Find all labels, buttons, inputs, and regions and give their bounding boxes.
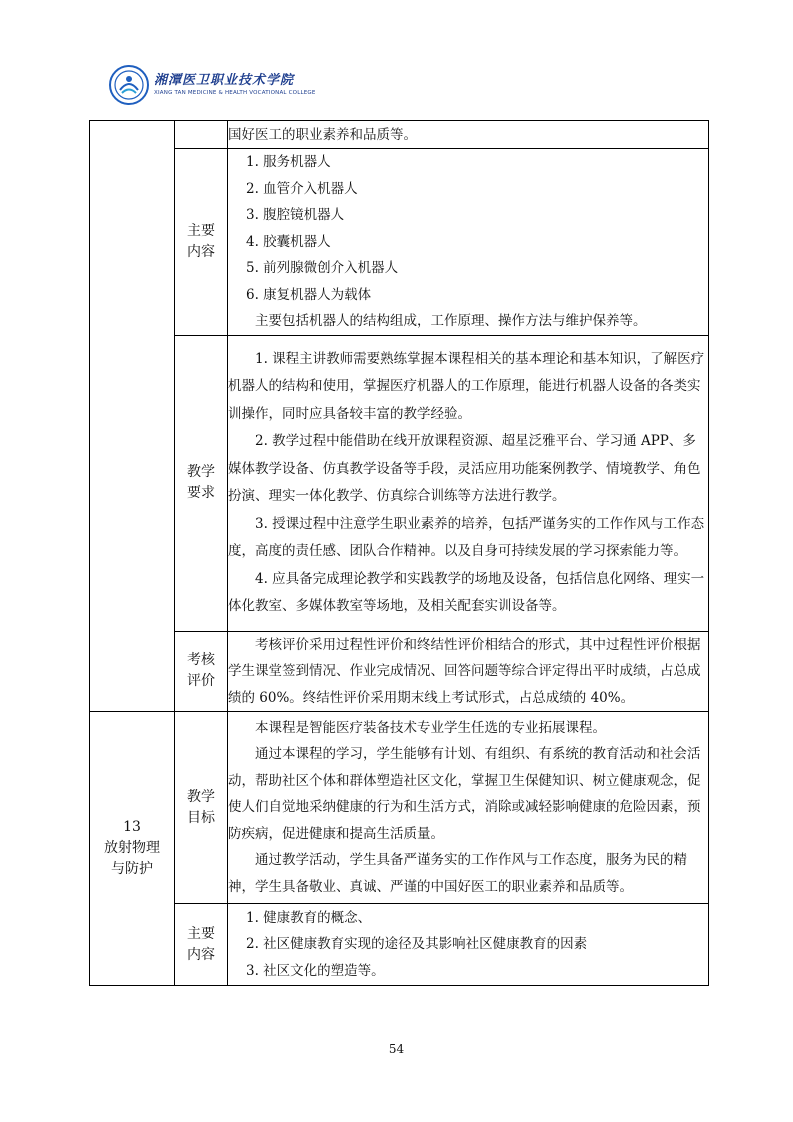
course-table (89, 120, 709, 986)
teaching-goal-cell (228, 712, 709, 904)
table-row (90, 904, 709, 986)
table-row (90, 631, 709, 712)
list-item: 3. 社区文化的塑造等。 (246, 962, 385, 979)
label-cell-empty (175, 121, 228, 149)
teaching-goal-label (175, 712, 228, 904)
list-item: 6. 康复机器人为载体 (246, 286, 372, 303)
label-line: 目标 (187, 809, 215, 826)
paragraph: 4. 应具备完成理论教学和实践教学的场地及设备，包括信息化网络、理实一体化教室、多媒体教室等场地，及相关配套实训设备等。 (228, 570, 705, 614)
college-name: 湘潭医卫职业技术学院 (154, 73, 295, 88)
label-line: 主要 (187, 222, 215, 239)
course-name-line: 放射物理 (104, 840, 160, 856)
course-cell-continued (90, 121, 175, 712)
label-line: 考核 (187, 652, 215, 669)
label-line: 教学 (187, 788, 215, 805)
page-number: 54 (388, 1042, 405, 1056)
course-name-line: 与防护 (111, 861, 153, 877)
paragraph: 3. 授课过程中注意学生职业素养的培养，包括严谨务实的工作作风与工作态度，高度的责任感、团队合作精神。以及自身可持续发展的学习探索能力等。 (228, 515, 705, 559)
main-content-cell-13 (228, 904, 709, 986)
assessment-cell (228, 631, 709, 712)
label-line: 评价 (187, 673, 215, 690)
assessment-label (175, 631, 228, 712)
main-content-label-13 (175, 904, 228, 986)
college-emblem-icon (108, 64, 150, 106)
goal-continued-cell (228, 121, 709, 149)
paragraph: 2. 教学过程中能借助在线开放课程资源、超星泛雅平台、学习通 APP、多媒体教学设备、仿真教学设备等手段，灵活应用功能案例教学、情境教学、角色扮演、理实一体化教学、仿真综合训练等方法进行教学。 (228, 433, 701, 504)
list-item: 4. 胶囊机器人 (246, 233, 331, 250)
label-line: 要求 (187, 485, 215, 501)
paragraph: 通过本课程的学习，学生能够有计划、有组织、有系统的教育活动和社会活动，帮助社区个体和群体塑造社区文化，掌握卫生保健知识、树立健康观念，促使人们自觉地采纳健康的行为和生活方式，消除或减轻影响健康的危险因素，预防疾病，促进健康和提高生活质量。 (228, 746, 701, 842)
label-line: 教学 (187, 464, 215, 480)
paragraph: 本课程是智能医疗装备技术专业学生任选的专业拓展课程。 (255, 719, 606, 736)
assessment-text: 考核评价采用过程性评价和终结性评价相结合的形式，其中过程性评价根据学生课堂签到情况、作业完成情况、回答问题等综合评定得出平时成绩，占总成绩的 60%。终结性评价采用期末线上考试形式，占总成绩的 40%。 (228, 636, 701, 706)
list-item: 3. 腹腔镜机器人 (246, 207, 345, 223)
list-item: 2. 社区健康教育实现的途径及其影响社区健康教育的因素 (246, 936, 588, 953)
label-line: 主要 (187, 925, 215, 942)
college-brand (154, 73, 316, 97)
table-row (90, 121, 709, 149)
paragraph: 1. 课程主讲教师需要熟练掌握本课程相关的基本理论和基本知识，了解医疗机器人的结构和使用，掌握医疗机器人的工作原理，能进行机器人设备的各类实训操作，同时应具备较丰富的教学经验。 (228, 350, 705, 422)
main-content-label (175, 149, 228, 336)
content-summary: 主要包括机器人的结构组成，工作原理、操作方法与维护保养等。 (255, 313, 647, 329)
list-item: 5. 前列腺微创介入机器人 (246, 260, 399, 276)
label-line: 内容 (187, 243, 215, 260)
table-row (90, 712, 709, 904)
label-line: 内容 (187, 946, 215, 963)
teaching-req-cell (228, 335, 709, 631)
list-item: 1. 服务机器人 (246, 154, 331, 170)
list-item: 2. 血管介入机器人 (246, 180, 358, 197)
teaching-req-label (175, 335, 228, 631)
course-number: 13 (123, 819, 141, 835)
goal-continued-text: 国好医工的职业素养和品质等。 (228, 126, 417, 143)
list-item: 1. 健康教育的概念、 (246, 909, 372, 926)
main-content-cell (228, 149, 709, 336)
course-13-name-cell (90, 712, 175, 986)
table-row (90, 335, 709, 631)
paragraph: 通过教学活动，学生具备严谨务实的工作作风与工作态度，服务为民的精神，学生具备敬业、真诚、严谨的中国好医工的职业素养和品质等。 (228, 852, 687, 895)
table-row (90, 149, 709, 336)
page-header (108, 62, 316, 108)
college-name-en: XIANG TAN MEDICINE & HEALTH VOCATIONAL COLLEGE (154, 90, 316, 96)
